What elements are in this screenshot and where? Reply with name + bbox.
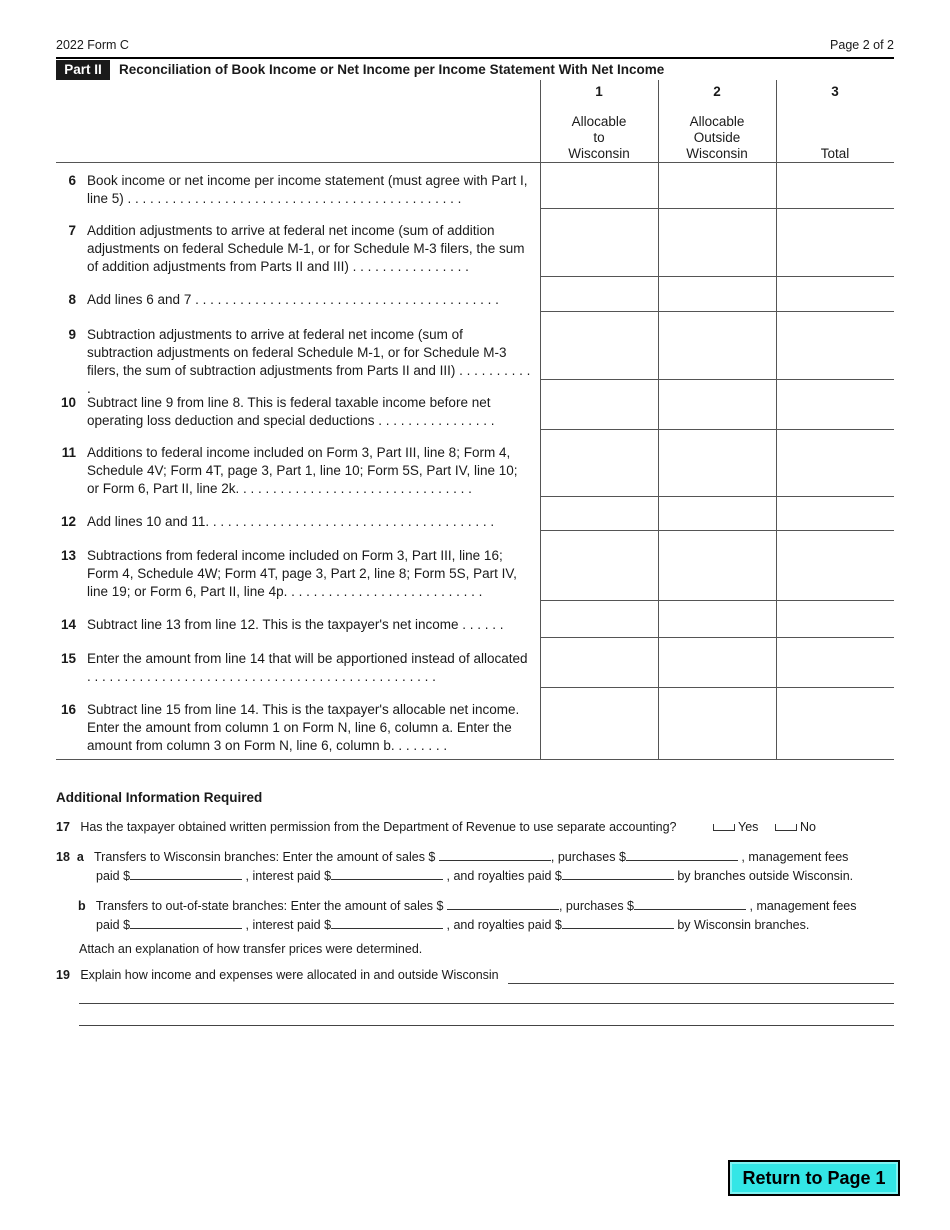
col-2-label: Allocable Outside Wisconsin [686,114,748,161]
row-rule [540,429,894,430]
yes-checkbox[interactable] [713,824,735,831]
question-18a-cont: paid $ , interest paid $ , and royalties paid $ by branches outside Wisconsin. [96,869,854,883]
q19-answer-line-2[interactable] [79,1003,894,1004]
return-to-page-1-button[interactable]: Return to Page 1 [728,1160,900,1196]
line-number: 11 [61,445,76,460]
col-2-number: 2 [713,84,721,99]
row-rule [540,687,894,688]
line-text: Subtract line 13 from line 12. This is the taxpayer's net income . . . . . . [87,617,504,632]
col-divider-3 [776,80,777,760]
page-number: Page 2 of 2 [830,38,894,52]
line-text: Book income or net income per income statement (must agree with Part I, line 5) . . . . . . . . . . . . . . . . . . . . . . . . . . . . . . . . . . . . . . . . . . . . . [87,173,528,206]
q17-number: 17 [56,820,70,834]
part-title: Reconciliation of Book Income or Net Income per Income Statement With Net Income [119,62,665,77]
18a-interest-field[interactable] [331,867,443,880]
18b-royalties-field[interactable] [562,916,674,929]
col-divider-1 [540,80,541,760]
form-name: 2022 Form C [56,38,129,52]
line-number: 12 [60,514,76,529]
no-checkbox[interactable] [775,824,797,831]
line-number: 15 [60,651,76,666]
18a-sales-field[interactable] [439,848,551,861]
18b-mgmt-fees-field[interactable] [130,916,242,929]
line-text: Subtract line 15 from line 14. This is the taxpayer's allocable net income. Enter the amount from column 1 on Form N, line 6, column a. Enter the amount from column 3 on Form N, line 6, column b. . . . . . . . [87,702,520,753]
col-3-label: Total [820,146,850,161]
18a-purchases-field[interactable] [626,848,738,861]
row-rule [540,208,894,209]
question-18b-cont: paid $ , interest paid $ , and royalties paid $ by Wisconsin branches. [96,918,810,932]
line-number: 14 [60,617,76,632]
line-text: Additions to federal income included on Form 3, Part III, line 8; Form 4, Schedule 4V; Form 4T, page 3, Part 1, line 10; Form 5S, Part IV, line 10; or Form 6, Part II, line 2k. . . . . . . . . . . . . . . . . . . . . . . . . . . . . . . . [87,445,518,496]
row-rule [540,311,894,312]
line-text: Add lines 10 and 11. . . . . . . . . . . . . . . . . . . . . . . . . . . . . . . . . . . . . . . [87,514,495,529]
question-17 [56,818,896,837]
no-option[interactable]: No [775,818,816,837]
row-rule [540,600,894,601]
18a-royalties-field[interactable] [562,867,674,880]
18b-purchases-field[interactable] [634,897,746,910]
q19-text: Explain how income and expenses were allocated in and outside Wisconsin [80,968,499,982]
line-number: 8 [68,292,76,307]
line-number: 7 [68,223,76,238]
line-text: Subtract line 9 from line 8. This is federal taxable income before net operating loss deduction and special deductions . . . . . . . . . . . . . . . . [87,395,495,428]
header-bottom-rule [56,162,894,163]
additional-info-heading: Additional Information Required [56,790,263,805]
row-rule [540,637,894,638]
q18a-letter: a [76,850,84,864]
q18b-letter: b [78,899,86,913]
col-3-number: 3 [831,84,839,99]
line-text: Enter the amount from line 14 that will be apportioned instead of allocated . . . . . . . . . . . . . . . . . . . . . . . . . . . . . . . . . . . . . . . . . . . . . . . [87,651,528,684]
q19-number: 19 [56,968,70,982]
part-tag: Part II [56,60,110,80]
header-rule [56,57,894,59]
line-text: Add lines 6 and 7 . . . . . . . . . . . . . . . . . . . . . . . . . . . . . . . . . . . . . . . . . [87,292,499,307]
row-rule [540,530,894,531]
question-18a: 18 a Transfers to Wisconsin branches: Enter the amount of sales $ , purchases $ , management fees [56,850,849,864]
attach-note: Attach an explanation of how transfer prices were determined. [79,942,423,956]
line-number: 13 [60,548,76,563]
question-18b: b Transfers to out-of-state branches: Enter the amount of sales $ , purchases $ , management fees [78,899,857,913]
col-divider-2 [658,80,659,760]
line-text: Subtractions from federal income included on Form 3, Part III, line 16; Form 4, Schedule 4W; Form 4T, page 3, Part 2, line 8; Form 5S, Part IV, line 19; or Form 6, Part II, line 4p. . . . . . . . . . . . . . . . . . . . . . . . . . . [87,548,517,599]
col-1-number: 1 [595,84,603,99]
row-rule [540,276,894,277]
18a-mgmt-fees-field[interactable] [130,867,242,880]
line-number: 9 [68,327,76,342]
part-ii-header [56,60,894,80]
q17-text: Has the taxpayer obtained written permission from the Department of Revenue to use separate accounting? [80,820,677,834]
line-number: 16 [60,702,76,717]
row-rule [540,496,894,497]
reconciliation-table [56,80,894,760]
line-text: Addition adjustments to arrive at federal net income (sum of addition adjustments on federal Schedule M-1, or for Schedule M-3 filers, the sum of addition adjustments from Parts II and III) . . . . . . . . . . . . . . . . [87,223,525,274]
line-text: Subtraction adjustments to arrive at federal net income (sum of subtraction adjustments on federal Schedule M-1, or for Schedule M-3 filers, the sum of subtraction adjustments from Parts II and III) . . . . . . . . . . . [87,327,531,396]
18b-sales-field[interactable] [447,897,559,910]
line-number: 10 [60,395,76,410]
18b-interest-field[interactable] [331,916,443,929]
col-1-label: Allocable to Wisconsin [568,114,630,161]
table-bottom-rule [56,759,894,760]
q19-answer-line-3[interactable] [79,1025,894,1026]
yes-option[interactable]: Yes [713,818,758,837]
line-number: 6 [68,173,76,188]
page-header [56,38,894,54]
row-rule [540,379,894,380]
q18-number: 18 [56,850,70,864]
q19-answer-line-1[interactable] [508,983,894,984]
